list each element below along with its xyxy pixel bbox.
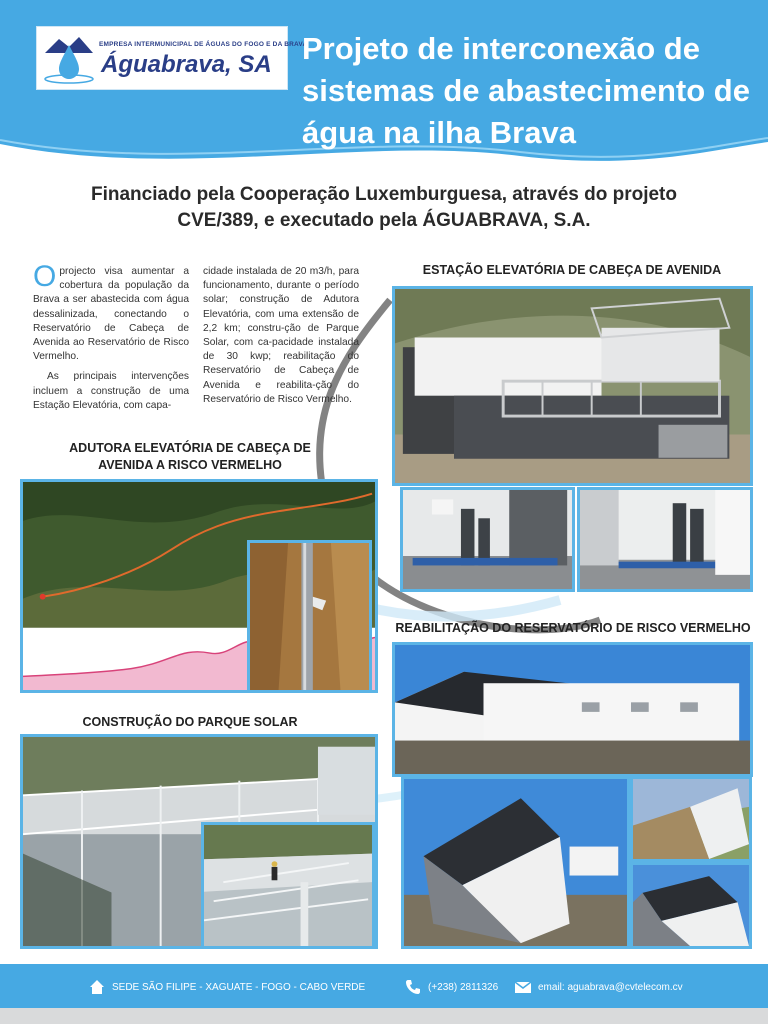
section-label-reabilitacao: REABILITAÇÃO DO RESERVATÓRIO DE RISCO VERMELHO <box>395 621 751 635</box>
footer-address <box>88 978 365 996</box>
section-label-parque: CONSTRUÇÃO DO PARQUE SOLAR <box>82 715 298 729</box>
photo-reservoir-hillside <box>630 776 752 862</box>
intro-paragraph-1: projecto visa aumentar a cobertura da população da Brava a ser abastecida com água dessalinizada, conectando o Reservatório de Cabeça de Avenida ao Reservatório de Risco Vermelho. <box>33 266 189 363</box>
page-title: Projeto de interconexão de sistemas de abastecimento de água na ilha Brava <box>302 31 750 150</box>
footer-phone-text: (+238) 2811326 <box>428 981 499 993</box>
footer-bar <box>0 964 768 1008</box>
footer-phone[interactable] <box>404 978 498 996</box>
footer-address-text: SEDE SÃO FILIPE - XAGUATE - FOGO - CABO VERDE <box>112 981 366 993</box>
photo-pipe-trench <box>247 540 372 693</box>
footer-strip <box>0 1008 768 1024</box>
section-label-adutora: ADUTORA ELEVATÓRIA DE CABEÇA DE AVENIDA A RISCO VERMELHO <box>69 441 311 472</box>
photo-reservoir-corner <box>401 776 630 949</box>
section-label-estacao: ESTAÇÃO ELEVATÓRIA DE CABEÇA DE AVENIDA <box>422 263 722 277</box>
photo-reservoir-detail <box>630 862 752 949</box>
photo-reservoir-risco-vermelho <box>392 642 753 777</box>
logo-name: Águabrava, SA <box>101 51 272 78</box>
photo-pump-interior-2 <box>577 487 753 592</box>
subtitle: Financiado pela Cooperação Luxemburguesa, através do projeto CVE/389, e executado pela ÁGUABRAVA, S.A. <box>91 184 677 231</box>
dropcap: O <box>33 260 57 293</box>
photo-solar-park-workers <box>201 822 375 949</box>
photo-pump-station-building <box>392 286 753 486</box>
envelope-icon <box>514 978 532 996</box>
intro-paragraph-3: cidade instalada de 20 m3/h, para funcionamento, durante o período solar; construção de Adutora Elevatória, com uma extensão de 2,2 km; constru-ção de Parque Solar, com ca-pacidade instalada de 30 kwp; reabilitação do Reservatório de Cabeça de Avenida e reabilita-ção do Reservatório de Risco Vermelho. <box>203 266 359 405</box>
footer-email[interactable] <box>514 978 683 996</box>
footer-email-text: email: aguabrava@cvtelecom.cv <box>538 981 683 993</box>
logo-company-line: EMPRESA INTERMUNICIPAL DE ÁGUAS DO FOGO E DA BRAVA <box>99 41 308 48</box>
phone-icon <box>404 978 422 996</box>
photo-pump-interior-1 <box>400 487 575 592</box>
intro-paragraph-2: As principais intervenções incluem a construção de uma Estação Elevatória, com capa- <box>33 371 189 411</box>
intro-column-2 <box>203 265 359 413</box>
house-icon <box>88 978 106 996</box>
intro-column-1 <box>33 260 189 419</box>
